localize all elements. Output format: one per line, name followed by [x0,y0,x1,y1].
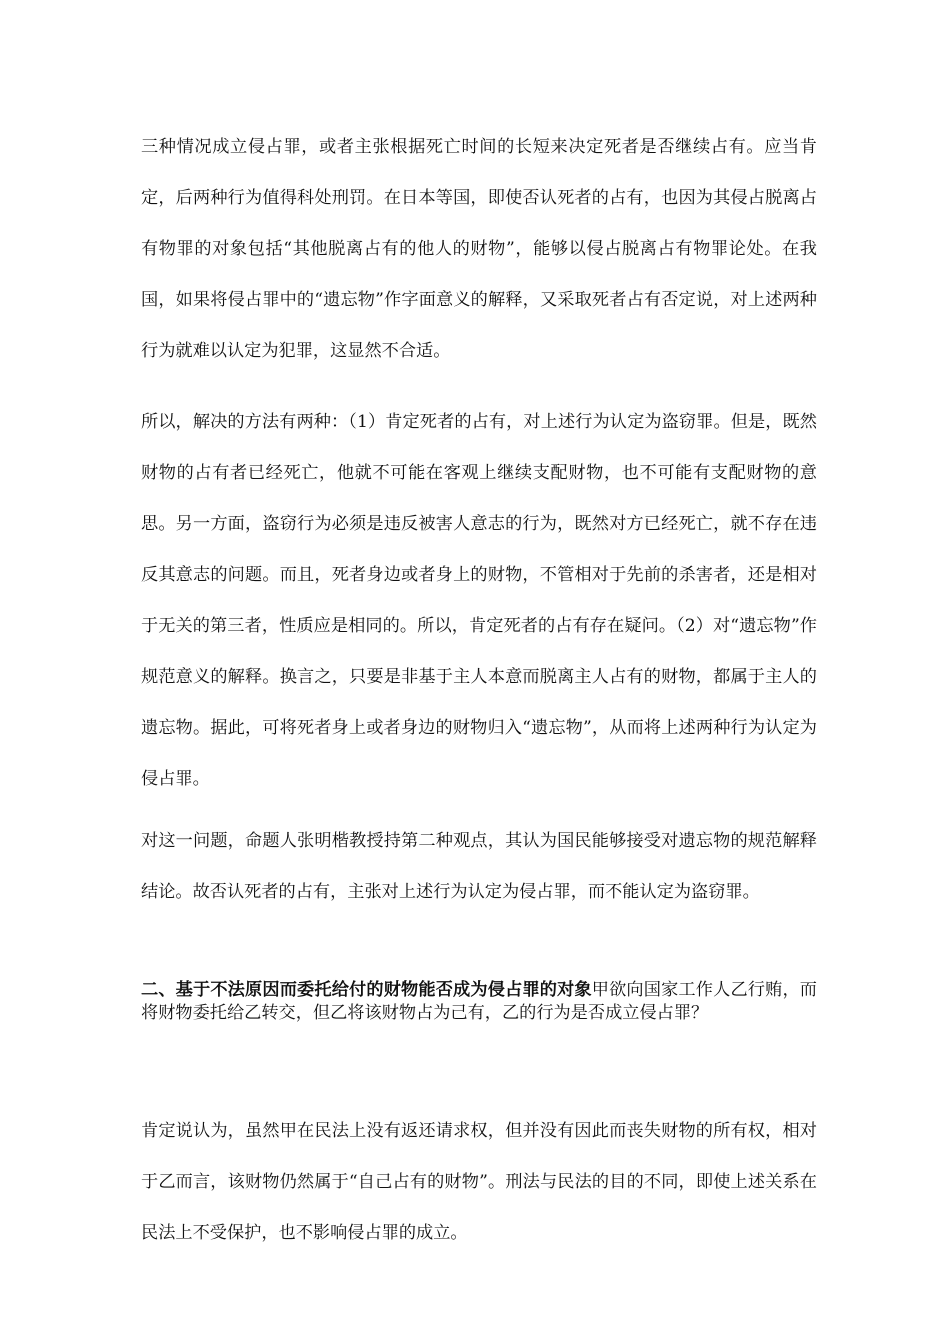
paragraph-author-view: 对这一问题，命题人张明楷教授持第二种观点，其认为国民能够接受对遗忘物的规范解释结论。故否认死者的占有，主张对上述行为认定为侵占罪，而不能认定为盗窃罪。 [141,831,817,902]
section-heading: 二、基于不法原因而委托给付的财物能否成为侵占罪的对象 [141,980,592,1000]
paragraph-section-two [141,979,817,1025]
paragraph-affirmative-view: 肯定说认为，虽然甲在民法上没有返还请求权，但并没有因此而丧失财物的所有权，相对于乙而言，该财物仍然属于“自己占有的财物”。刑法与民法的目的不同，即使上述关系在民法上不受保护，也不影响侵占罪的成立。 [141,1121,817,1243]
paragraph-two-solutions: 所以，解决的方法有两种：（1）肯定死者的占有，对上述行为认定为盗窃罪。但是，既然财物的占有者已经死亡，他就不可能在客观上继续支配财物，也不可能有支配财物的意思。另一方面，盗窃行为必须是违反被害人意志的行为，既然对方已经死亡，就不存在违反其意志的问题。而且，死者身边或者身上的财物，不管相对于先前的杀害者，还是相对于无关的第三者，性质应是相同的。所以，肯定死者的占有存在疑问。（2）对“遗忘物”作规范意义的解释。换言之，只要是非基于主人本意而脱离主人占有的财物，都属于主人的遗忘物。据此，可将死者身上或者身边的财物归入“遗忘物”，从而将上述两种行为认定为侵占罪。 [141,412,817,789]
paragraph-dead-possession-intro: 三种情况成立侵占罪，或者主张根据死亡时间的长短来决定死者是否继续占有。应当肯定，后两种行为值得科处刑罚。在日本等国，即使否认死者的占有，也因为其侵占脱离占有物罪的对象包括“其他脱离占有的他人的财物”，能够以侵占脱离占有物罪论处。在我国，如果将侵占罪中的“遗忘物”作字面意义的解释，又采取死者占有否定说，对上述两种行为就难以认定为犯罪，这显然不合适。 [141,137,817,361]
section-question: 甲欲向国家工作人乙行贿，而将财物委托给乙转交，但乙将该财物占为己有，乙的行为是否成立侵占罪？ [141,980,817,1023]
